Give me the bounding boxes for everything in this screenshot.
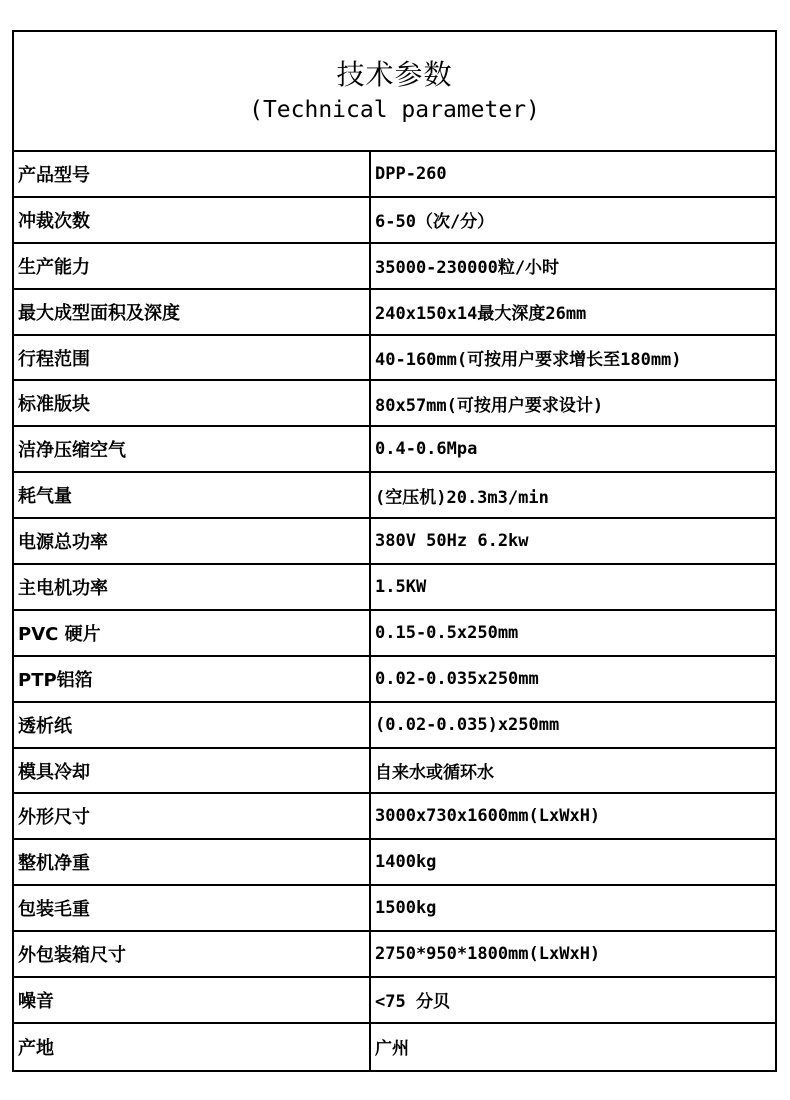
spec-label: PVC 硬片 [14, 611, 371, 655]
page-subtitle: (Technical parameter) [249, 97, 540, 123]
spec-value: 0.4-0.6Mpa [375, 439, 478, 460]
spec-value: 自来水或循环水 [375, 763, 494, 784]
table-row [14, 473, 775, 519]
spec-label: 最大成型面积及深度 [14, 290, 371, 334]
table-row [14, 565, 775, 611]
spec-value: <75 分贝 [375, 992, 450, 1013]
spec-label: 行程范围 [14, 336, 371, 380]
spec-label: 标准版块 [14, 381, 371, 425]
table-header [14, 32, 775, 152]
spec-value: 1400kg [375, 852, 437, 873]
table-row [14, 152, 775, 198]
spec-value: 0.15-0.5x250mm [375, 622, 519, 643]
table-row [14, 657, 775, 703]
spec-table [12, 30, 777, 1072]
spec-value: 3000x730x1600mm(LxWxH) [375, 806, 601, 827]
spec-label: 产地 [14, 1024, 371, 1070]
spec-label: 冲裁次数 [14, 198, 371, 242]
table-row [14, 290, 775, 336]
spec-value: DPP-260 [375, 163, 447, 184]
spec-value: 380V 50Hz 6.2kw [375, 531, 529, 552]
table-row [14, 1024, 775, 1070]
spec-value: 6-50（次/分） [375, 212, 495, 233]
spec-label: 主电机功率 [14, 565, 371, 609]
table-row [14, 244, 775, 290]
spec-label: 整机净重 [14, 840, 371, 884]
spec-value: 1500kg [375, 898, 437, 919]
spec-value: (0.02-0.035)x250mm [375, 714, 560, 735]
spec-label: 洁净压缩空气 [14, 427, 371, 471]
table-row [14, 886, 775, 932]
spec-label: 电源总功率 [14, 519, 371, 563]
spec-value: 广州 [375, 1039, 409, 1060]
table-row [14, 749, 775, 795]
spec-label: 生产能力 [14, 244, 371, 288]
spec-value: 240x150x14最大深度26mm [375, 304, 587, 325]
table-row [14, 611, 775, 657]
spec-label: 外形尺寸 [14, 794, 371, 838]
spec-label: 产品型号 [14, 152, 371, 196]
spec-value: 40-160mm(可按用户要求增长至180mm) [375, 350, 682, 370]
spec-value: 35000-230000粒/小时 [375, 258, 560, 279]
spec-value: 2750*950*1800mm(LxWxH) [375, 944, 601, 965]
table-row [14, 978, 775, 1024]
table-row [14, 932, 775, 978]
spec-label: 噪音 [14, 978, 371, 1022]
table-row [14, 519, 775, 565]
table-row [14, 198, 775, 244]
spec-label: 透析纸 [14, 703, 371, 747]
spec-label: 包装毛重 [14, 886, 371, 930]
spec-label: 耗气量 [14, 473, 371, 517]
table-row [14, 703, 775, 749]
spec-value: 0.02-0.035x250mm [375, 668, 539, 689]
spec-value: 80x57mm(可按用户要求设计) [375, 395, 604, 416]
table-row [14, 840, 775, 886]
spec-label: 模具冷却 [14, 749, 371, 793]
page-title: 技术参数 [336, 58, 453, 91]
spec-rows [14, 152, 775, 1070]
spec-label: 外包装箱尺寸 [14, 932, 371, 976]
spec-label: PTP铝箔 [14, 657, 371, 701]
spec-value: 1.5KW [375, 576, 427, 597]
spec-value: (空压机)20.3m3/min [375, 487, 549, 508]
table-row [14, 427, 775, 473]
table-row [14, 794, 775, 840]
table-row [14, 336, 775, 382]
table-row [14, 381, 775, 427]
